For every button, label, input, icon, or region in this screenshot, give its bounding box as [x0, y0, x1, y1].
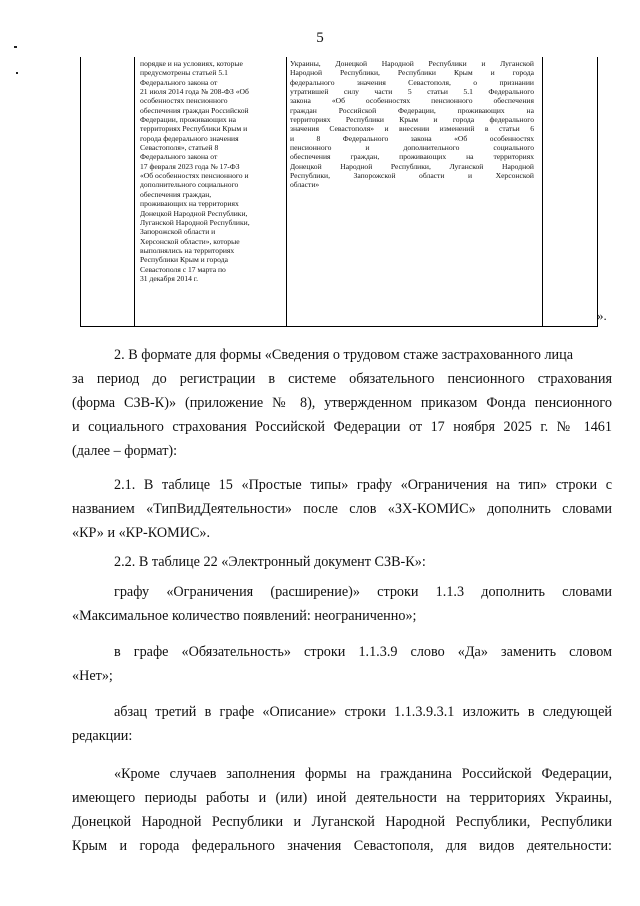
- text-line: (далее – формат):: [72, 443, 178, 459]
- document-body: [72, 343, 612, 858]
- scan-mark-2: [16, 72, 18, 74]
- cell-line: проживающих на территориях: [140, 199, 239, 209]
- text-line: «КР» и «КР-КОМИС».: [72, 525, 211, 541]
- cell-line: Херсонской области», которые: [140, 236, 240, 246]
- cell-line: «Об особенностях пенсионного и: [140, 171, 249, 181]
- cell-line: области»: [290, 180, 320, 190]
- table-cell-basis: [290, 59, 534, 190]
- table-border-right: [597, 57, 598, 327]
- cell-line: Севастополя с 17 марта по: [140, 264, 226, 274]
- table-border-col3: [542, 57, 543, 327]
- cell-line: Республики Крым и города: [140, 255, 228, 265]
- cell-line: Донецкой Народной Республики, Луганской Народной: [290, 161, 534, 171]
- cell-line: утратившей силу части 5 статьи 5.1 Федерального: [290, 87, 534, 97]
- table-fragment: [80, 57, 598, 327]
- text-line: редакции:: [72, 728, 133, 744]
- text-line: 2.2. В таблице 22 «Электронный документ СЗВ-К»:: [114, 554, 426, 570]
- cell-line: 21 июля 2014 года № 208-ФЗ «Об: [140, 87, 249, 97]
- cell-line: Севастополя», статьей 8: [140, 143, 219, 153]
- text-line: в графе «Обязательность» строки 1.1.3.9 слово «Да» заменить словом: [114, 644, 612, 660]
- cell-line: граждан Российской Федерации, проживающих на: [290, 105, 534, 115]
- cell-line: Федерального закона от: [140, 77, 218, 87]
- text-line: 2. В формате для формы «Сведения о трудовом стаже застрахованного лица: [114, 347, 574, 363]
- closing-quote: ».: [597, 308, 607, 323]
- text-line: Крым и города федерального значения Севастополя, для видов деятельности:: [72, 838, 612, 854]
- cell-line: Украины, Донецкой Народной Республики и Луганской: [290, 59, 534, 68]
- text-line: (форма СЗВ-К)» (приложение № 8), утвержденном приказом Фонда пенсионного: [72, 395, 612, 411]
- cell-line: Запорожской области и: [140, 227, 216, 237]
- cell-line: 17 февраля 2023 года № 17-ФЗ: [140, 161, 240, 171]
- text-line: названием «ТипВидДеятельности» после слов «ЗХ-КОМИС» дополнить словами: [72, 501, 612, 517]
- table-cell-condition: [140, 59, 282, 283]
- cell-line: порядке и на условиях, которые: [140, 59, 243, 68]
- text-line: Донецкой Народной Республики и Луганской Народной Республики, Республики: [72, 814, 612, 830]
- table-border-col2: [286, 57, 287, 327]
- cell-line: Республики, Запорожской области и Херсонской: [290, 171, 534, 181]
- text-line: «Максимальное количество появлений: неограниченно»;: [72, 608, 417, 624]
- cell-line: территориях Республики Крым и: [140, 124, 248, 134]
- cell-line: предусмотрены статьей 5.1: [140, 68, 228, 78]
- text-line: и социального страхования Российской Федерации от 17 ноября 2025 г. № 1461: [72, 419, 612, 435]
- cell-line: закона «Об особенностях пенсионного обеспечения: [290, 96, 534, 106]
- cell-line: особенностях пенсионного: [140, 96, 228, 106]
- text-line: «Нет»;: [72, 668, 113, 684]
- table-border-bottom: [80, 326, 598, 327]
- cell-line: территориях Республики Крым и города федерального: [290, 115, 534, 125]
- cell-line: обеспечения граждан Российской: [140, 105, 249, 115]
- cell-line: и 8 Федерального закона «Об особенностях: [290, 133, 534, 143]
- cell-line: дополнительного социального: [140, 180, 239, 190]
- table-border-col1: [134, 57, 135, 327]
- cell-line: выполнялись на территориях: [140, 245, 235, 255]
- cell-line: Федерального закона от: [140, 152, 218, 162]
- cell-line: значения Севастополя» и внесении изменений в статьи 6: [290, 124, 534, 134]
- text-line: «Кроме случаев заполнения формы на гражданина Российской Федерации,: [114, 766, 612, 782]
- cell-line: федерального значения Севастополя, о признании: [290, 77, 534, 87]
- cell-line: города федерального значения: [140, 133, 239, 143]
- page-number: 5: [316, 30, 324, 46]
- cell-line: Народной Республики, Республики Крым и города: [290, 68, 534, 78]
- cell-line: Луганской Народной Республики,: [140, 217, 250, 227]
- cell-line: Донецкой Народной Республики,: [140, 208, 248, 218]
- cell-line: пенсионного и дополнительного социального: [290, 143, 534, 153]
- cell-line: обеспечения граждан,: [140, 189, 212, 199]
- text-line: абзац третий в графе «Описание» строки 1.1.3.9.3.1 изложить в следующей: [114, 704, 612, 720]
- cell-line: 31 декабря 2014 г.: [140, 273, 198, 283]
- cell-line: Федерации, проживающих на: [140, 115, 237, 125]
- cell-line: обеспечения граждан, проживающих на территориях: [290, 152, 534, 162]
- text-line: имеющего периоды работы и (или) иной деятельности на территориях Украины,: [72, 790, 612, 806]
- text-line: 2.1. В таблице 15 «Простые типы» графу «Ограничения на тип» строки с: [114, 477, 612, 493]
- text-line: графу «Ограничения (расширение)» строки 1.1.3 дополнить словами: [114, 584, 612, 600]
- text-line: за период до регистрации в системе обязательного пенсионного страхования: [72, 371, 612, 387]
- table-border-left: [80, 57, 81, 327]
